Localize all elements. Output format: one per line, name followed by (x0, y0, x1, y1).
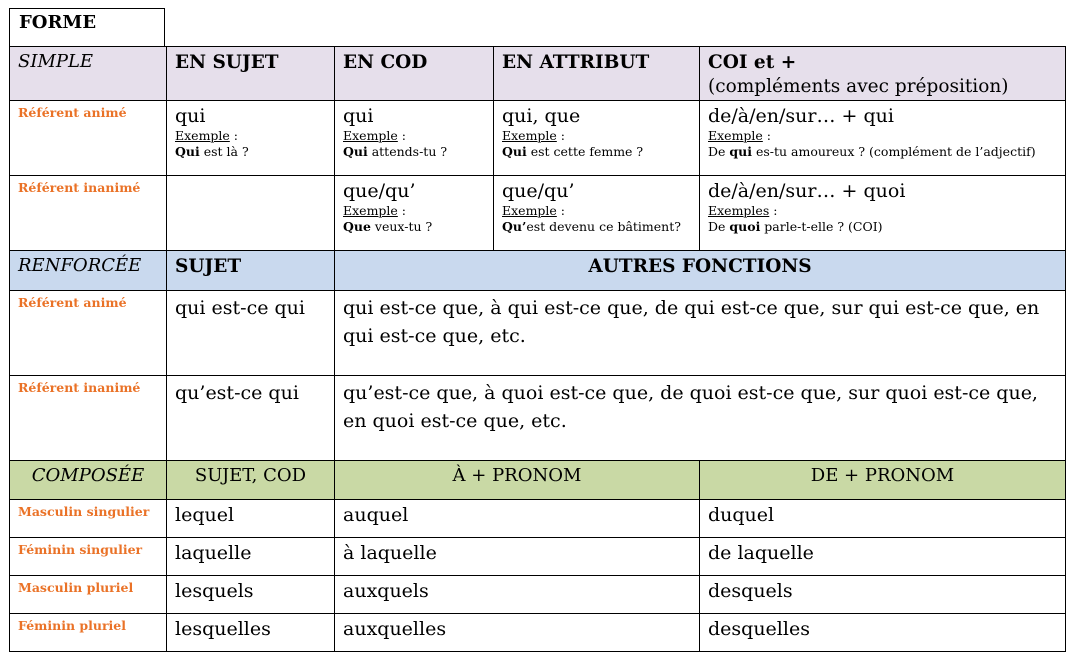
example-word: Exemple (175, 128, 230, 143)
forme-header-box (9, 8, 165, 46)
col-de-pronom: DE + PRONOM (700, 461, 1066, 500)
referent-label: Masculin pluriel (10, 576, 167, 614)
example-bold: quoi (729, 219, 761, 234)
example-sep: : (762, 128, 772, 143)
col-coi-sub: (compléments avec préposition) (708, 76, 1009, 97)
col-sujet: SUJET (167, 251, 335, 291)
example-word: Exemples (708, 203, 770, 218)
example-bold: Qui (175, 144, 200, 159)
example-sep: : (397, 203, 407, 218)
example-sep: : (556, 203, 566, 218)
renforcee-row-anime (10, 291, 1066, 376)
example-rest: est cette femme ? (526, 144, 644, 159)
composee-row (10, 538, 1066, 576)
col-autres-fonctions: AUTRES FONCTIONS (335, 251, 1066, 291)
renforcee-row-inanime (10, 376, 1066, 461)
example-word: Exemple (708, 128, 763, 143)
renforcee-header-row (10, 251, 1066, 291)
composee-title: COMPOSÉE (10, 461, 167, 500)
example-bold: Qu’ (502, 219, 527, 234)
renforcee-anime-sujet: qui est-ce qui (167, 291, 335, 376)
referent-label: Féminin singulier (10, 538, 167, 576)
example-pre: De (708, 144, 730, 159)
example-text (708, 144, 1057, 160)
renforcee-inanime-sujet: qu’est-ce qui (167, 376, 335, 461)
example-label (708, 128, 1057, 144)
example-sep: : (397, 128, 407, 143)
simple-inanime-coi (700, 176, 1066, 251)
referent-label: Référent animé (10, 101, 167, 176)
example-rest: attends-tu ? (367, 144, 448, 159)
example-sep: : (556, 128, 566, 143)
pronoun-table (9, 46, 1066, 652)
simple-anime-attribut (494, 101, 700, 176)
example-bold: Qui (502, 144, 527, 159)
example-label (502, 203, 691, 219)
composee-sujet: laquelle (167, 538, 335, 576)
simple-anime-cod (335, 101, 494, 176)
example-text (175, 144, 326, 160)
example-text (502, 144, 691, 160)
composee-a: auquel (335, 500, 700, 538)
example-bold: qui (729, 144, 752, 159)
simple-anime-coi (700, 101, 1066, 176)
composee-a: auxquels (335, 576, 700, 614)
composee-header-row (10, 461, 1066, 500)
col-en-cod: EN COD (335, 47, 494, 101)
example-rest: est devenu ce bâtiment? (526, 219, 681, 234)
example-sep: : (229, 128, 239, 143)
col-coi-label: COI et + (708, 52, 797, 73)
referent-label: Référent animé (10, 291, 167, 376)
example-bold: Qui (343, 144, 368, 159)
main-pronoun: de/à/en/sur… + qui (708, 105, 894, 127)
simple-inanime-cod (335, 176, 494, 251)
example-bold: Que (343, 219, 371, 234)
composee-row (10, 614, 1066, 652)
example-label (175, 128, 326, 144)
simple-anime-sujet (167, 101, 335, 176)
referent-label: Féminin pluriel (10, 614, 167, 652)
forme-title: FORME (19, 12, 97, 33)
main-pronoun: de/à/en/sur… + quoi (708, 180, 906, 202)
referent-label: Référent inanimé (10, 176, 167, 251)
simple-inanime-attribut (494, 176, 700, 251)
composee-a: à laquelle (335, 538, 700, 576)
col-en-sujet: EN SUJET (167, 47, 335, 101)
main-pronoun: qui (175, 105, 206, 127)
composee-sujet: lesquels (167, 576, 335, 614)
composee-de: de laquelle (700, 538, 1066, 576)
composee-a: auxquelles (335, 614, 700, 652)
composee-de: desquelles (700, 614, 1066, 652)
example-rest: es-tu amoureux ? (complément de l’adjectif) (751, 144, 1036, 159)
main-pronoun: qui (343, 105, 374, 127)
simple-header-row (10, 47, 1066, 101)
referent-label: Masculin singulier (10, 500, 167, 538)
example-sep: : (769, 203, 778, 218)
composee-row (10, 500, 1066, 538)
col-coi (700, 47, 1066, 101)
renforcee-inanime-autres: qu’est-ce que, à quoi est-ce que, de quoi est-ce que, sur quoi est-ce que, en quoi est-ce que, etc. (335, 376, 1066, 461)
example-text (343, 144, 485, 160)
simple-row-anime (10, 101, 1066, 176)
referent-label: Référent inanimé (10, 376, 167, 461)
composee-de: desquels (700, 576, 1066, 614)
example-label (343, 128, 485, 144)
example-word: Exemple (343, 128, 398, 143)
simple-title: SIMPLE (10, 47, 167, 101)
example-label (502, 128, 691, 144)
main-pronoun: qui, que (502, 105, 581, 127)
example-word: Exemple (502, 203, 557, 218)
col-en-attribut: EN ATTRIBUT (494, 47, 700, 101)
example-word: Exemple (343, 203, 398, 218)
example-text (343, 219, 485, 235)
composee-row (10, 576, 1066, 614)
simple-row-inanime (10, 176, 1066, 251)
example-rest: parle-t-elle ? (COI) (760, 219, 883, 234)
renforcee-title: RENFORCÉE (10, 251, 167, 291)
composee-sujet: lesquelles (167, 614, 335, 652)
composee-sujet: lequel (167, 500, 335, 538)
composee-de: duquel (700, 500, 1066, 538)
main-pronoun: que/qu’ (502, 180, 575, 202)
example-rest: veux-tu ? (370, 219, 433, 234)
simple-inanime-sujet-empty (167, 176, 335, 251)
example-rest: est là ? (199, 144, 249, 159)
col-sujet-cod: SUJET, COD (167, 461, 335, 500)
example-text (502, 219, 691, 235)
example-pre: De (708, 219, 730, 234)
col-a-pronom: À + PRONOM (335, 461, 700, 500)
example-text (708, 219, 1057, 235)
renforcee-anime-autres: qui est-ce que, à qui est-ce que, de qui est-ce que, sur qui est-ce que, en qui est-ce que, etc. (335, 291, 1066, 376)
example-word: Exemple (502, 128, 557, 143)
main-pronoun: que/qu’ (343, 180, 416, 202)
example-label (343, 203, 485, 219)
example-label (708, 203, 1057, 219)
